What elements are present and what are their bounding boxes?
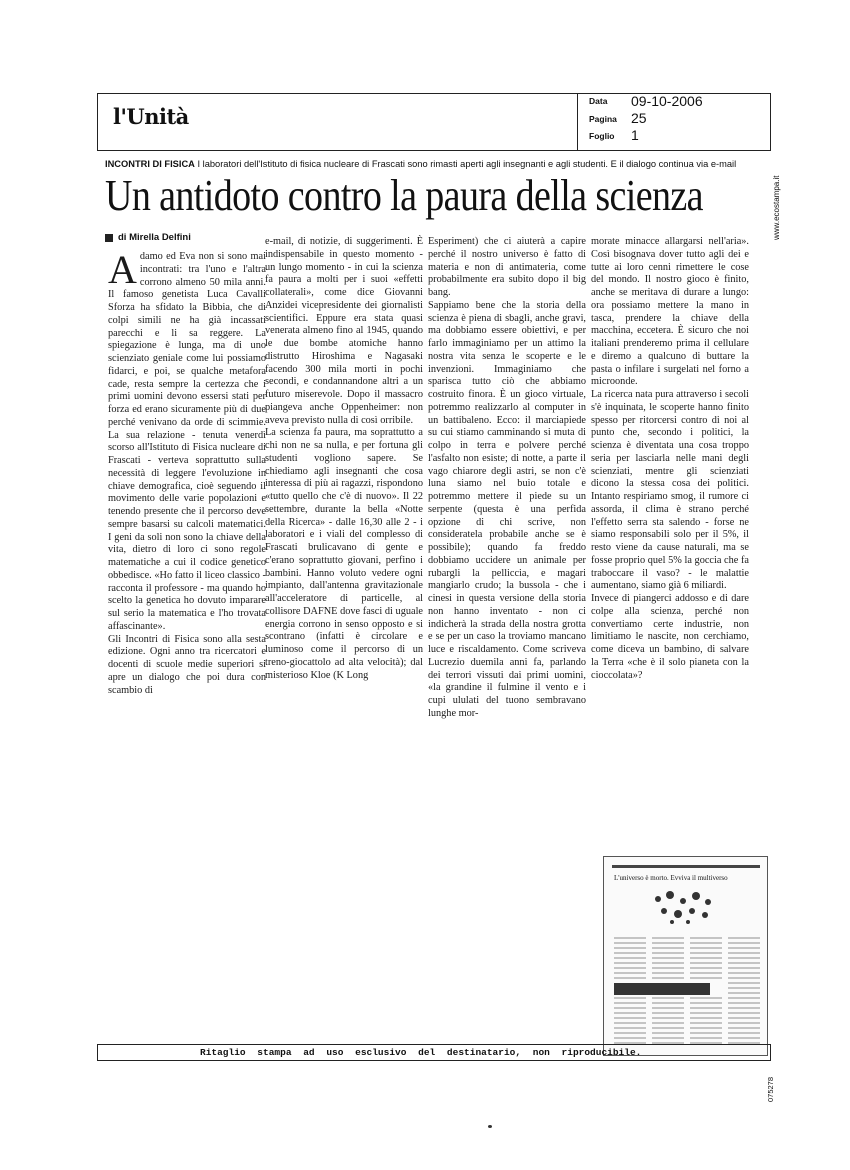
thumbnail-line (690, 947, 722, 949)
thumbnail-line (728, 972, 760, 974)
page-thumbnail (603, 856, 768, 1056)
thumbnail-line (728, 987, 760, 989)
thumbnail-line (690, 1007, 722, 1009)
paragraph: Invece di piangerci addosso e di dare colpe alla scienza, perché non convertiamo certe industrie, non limitiamo le nascite, non cerchiamo, come diceva un bambino, di salvare la Terra «che è il solo pianeta con la cioccolata»? (591, 593, 749, 681)
thumbnail-line (728, 1012, 760, 1014)
thumbnail-line (652, 947, 684, 949)
thumbnail-line (652, 1007, 684, 1009)
thumbnail-line (614, 977, 646, 979)
thumbnail-line (614, 1007, 646, 1009)
clipping-note: Ritaglio stampa ad uso esclusivo del destinatario, non riproducibile. (200, 1047, 642, 1058)
thumbnail-line (728, 1037, 760, 1039)
article-column-2 (265, 236, 423, 682)
kicker-strong: INCONTRI DI FISICA (105, 159, 195, 169)
thumbnail-headline-block (614, 983, 710, 995)
meta-value-page: 25 (631, 110, 647, 126)
article-column-4 (591, 236, 749, 682)
thumbnail-line (614, 942, 646, 944)
thumbnail-line (690, 952, 722, 954)
paragraph (108, 247, 266, 634)
thumbnail-line (652, 957, 684, 959)
thumbnail-line (614, 1002, 646, 1004)
thumbnail-line (728, 1022, 760, 1024)
thumbnail-line (652, 972, 684, 974)
thumbnail-line (690, 1017, 722, 1019)
thumbnail-line (690, 962, 722, 964)
thumbnail-line (652, 942, 684, 944)
paragraph: Sappiamo bene che la storia della scienza è piena di sbagli, anche gravi, ma dobbiamo essere obiettivi, e per farlo immaginiamo per un attimo la nostra vita senza le scoperte e le invenzioni. Immaginiamo che sparisca tutto ciò che abbiamo costruito finora. È un gioco virtuale, potremmo realizzarlo al computer in un battibaleno. Ecco: il marciapiede su cui stiamo camminando si muta di colpo in terra e polvere perché l'asfalto non esiste; di notte, a parte il vago chiarore degli astri, se non c'è luna siamo nel buio totale e potremmo mettere il piede su un serpente (questa è una perfida opzione di chi scrive, non consideratela probabile anche se è possibile); quando fa freddo dobbiamo uccidere un animale per rubargli la pelliccia, e magari mangiarlo crudo; la bussola - che i cinesi in questa versione della storia non hanno inventato - non ci indicherà la strada della nostra grotta e se per un caso la troviamo mancano luce e riscaldamento. Come scriveva Lucrezio duemila anni fa, parlando dei terrori vissuti dai primi uomini, «la grandine il fulmine il vento e i cupi ululati del tuono sembravano lunghe mor- (428, 299, 586, 719)
thumbnail-line (690, 972, 722, 974)
kicker (105, 159, 775, 169)
byline: di Mirella Delfini (118, 232, 191, 243)
thumbnail-line (614, 952, 646, 954)
thumbnail-line (652, 937, 684, 939)
thumbnail-line (614, 962, 646, 964)
thumbnail-line (652, 1037, 684, 1039)
meta-value-sheet: 1 (631, 127, 639, 143)
source-url: www.ecostampa.it (772, 175, 781, 240)
article-column-3 (428, 236, 586, 721)
thumbnail-line (728, 1027, 760, 1029)
thumbnail-line (728, 997, 760, 999)
thumbnail-line (690, 1022, 722, 1024)
thumbnail-header-bar (612, 865, 760, 868)
thumbnail-line (652, 1022, 684, 1024)
thumbnail-line (728, 1017, 760, 1019)
thumbnail-line (728, 1002, 760, 1004)
paragraph: La ricerca nata pura attraverso i secoli s'è inquinata, le scoperte hanno finito spesso per ritorcersi contro di noi al punto che, secondo i politici, la scienza è diventata una cosa troppo seria per lasciarla nelle mani degli scienziati, mentre gli scienziati dicono la stessa cosa dei politici. Intanto respiriamo smog, il rumore ci assorda, il clima è strano perché l'effetto serra sta salendo - forse ne siamo responsabili solo per il 5%, il resto viene da cause naturali, ma se fosse proprio quel 5% la goccia che fa traboccare il vaso? - le malattie aumentano, siamo già 6 miliardi. (591, 389, 749, 592)
thumbnail-line (728, 1007, 760, 1009)
paragraph: Gli Incontri di Fisica sono alla sesta edizione. Ogni anno tra ricercatori e docenti di scuole medie superiori si apre un dialogo che poi dura con scambio di (108, 633, 266, 696)
header-divider (577, 93, 578, 151)
thumbnail-illustration (648, 887, 720, 927)
thumbnail-line (728, 1032, 760, 1034)
thumbnail-line (728, 982, 760, 984)
thumbnail-line (690, 1002, 722, 1004)
thumbnail-line (614, 1022, 646, 1024)
thumbnail-line (614, 1017, 646, 1019)
thumbnail-line (652, 1027, 684, 1029)
meta-label-sheet: Foglio (589, 131, 615, 141)
drop-cap: A (108, 247, 137, 292)
thumbnail-line (652, 977, 684, 979)
meta-value-date: 09-10-2006 (631, 93, 703, 109)
thumbnail-line (690, 967, 722, 969)
document-code: 075278 (766, 1076, 775, 1102)
thumbnail-line (728, 967, 760, 969)
thumbnail-line (614, 967, 646, 969)
meta-label-page: Pagina (589, 114, 617, 124)
thumbnail-line (614, 997, 646, 999)
thumbnail-line (614, 1037, 646, 1039)
paragraph: morate minacce allargarsi nell'aria». Così bisognava dover tutto agli dei e tutte ai loro cenni rimettere le cose del mondo. Il nostro gioco è finito, anche se meritava di durare a lungo: ora possiamo mettere la mano in tasca, prendere la chiave della macchina, eccetera. È sicuro che noi italiani prenderemo prima il cellulare e diremo a qualcuno di buttare la pasta o infilare i surgelati nel forno a microonde. (591, 236, 749, 388)
thumbnail-line (728, 977, 760, 979)
thumbnail-line (614, 1032, 646, 1034)
thumbnail-line (728, 952, 760, 954)
thumbnail-title: L'universo è morto. Evviva il multiverso (614, 874, 728, 882)
paragraph: e-mail, di notizie, di suggerimenti. È indispensabile in questo momento - un lungo momento - in cui la scienza fa paura a molti per i suoi «effetti collaterali», come dice Giovanni Anzidei vicepresidente dei giornalisti scientifici. Eppure era stata quasi venerata almeno fino al 1945, quando le due bombe atomiche hanno distrutto Hiroshima e Nagasaki facendo 300 mila morti in pochi secondi, e condannandone altri a un futuro miserevole. Dopo il massacro piangeva anche Oppenheimer: non aveva previsto nulla di così orribile. (265, 236, 423, 426)
thumbnail-line (690, 1037, 722, 1039)
kicker-text: I laboratori dell'Istituto di fisica nucleare di Frascati sono rimasti aperti agli insegnanti e agli studenti. E il dialogo continua via e-mail (194, 159, 737, 169)
thumbnail-line (652, 952, 684, 954)
thumbnail-line (728, 957, 760, 959)
thumbnail-line (614, 1027, 646, 1029)
meta-label-date: Data (589, 96, 608, 106)
thumbnail-line (652, 1032, 684, 1034)
article-column-1 (108, 247, 266, 697)
thumbnail-line (690, 957, 722, 959)
thumbnail-line (614, 972, 646, 974)
thumbnail-line (690, 937, 722, 939)
thumbnail-line (652, 967, 684, 969)
headline: Un antidoto contro la paura della scienza (105, 171, 703, 221)
paragraph: La scienza fa paura, ma soprattutto a chi non ne sa nulla, e per fortuna gli studenti vogliono sapere. Se chiediamo agli insegnanti che cosa interessa di più ai ragazzi, rispondono «tutto quello che c'è di nuovo». Il 22 settembre, durante la bella «Notte della Ricerca» - dalle 16,30 alle 2 - i laboratori e i viali del complesso di Frascati brulicavano di gente e c'erano soprattutto giovani, perfino i bambini. Hanno voluto vedere ogni impianto, dall'antenna gravitazionale all'acceleratore di particelle, al collisore DAFNE dove fasci di uguale energia corrono in senso opposto e si scontrano (infatti è circolare e luminoso come il percorso di un treno-giocattolo ad alta velocità); dal misterioso Kloe (K Long (265, 427, 423, 681)
paragraph-text: damo ed Eva non si sono mai incontrati: tra l'uno e l'altra corrono almeno 50 mila anni. Il famoso genetista Luca Cavalli Sforza ha sfidato la Bibbia, che di colpi simili ne ha già incassati parecchi e li sa reggere. La spiegazione è lunga, ma di uno scienziato geniale come lui possiamo fidarci, e poi, se qualche metafora cade, resta sempre la certezza che i primi uomini devono essersi stati per forza ed erano sicuramente più di due perché venivano da orde di scimmie. La sua relazione - tenuta venerdì scorso all'Istituto di Fisica nucleare di Frascati - verteva soprattutto sulla necessità di leggere l'evoluzione in chiave demografica, cioè seguendo il movimento delle varie popolazioni e tenendo presente che il percorso deve sempre basarsi su calcoli matematici. I geni da soli non sono la chiave della vita, dietro di loro ci sono regole matematiche a cui il codice genetico obbedisce. «Ho fatto il liceo classico - racconta il professore - ma quando ho scelto la genetica ho dovuto imparare sul serio la matematica e l'ho trovata affascinante». (108, 251, 266, 632)
thumbnail-line (652, 1017, 684, 1019)
thumbnail-line (728, 942, 760, 944)
thumbnail-line (614, 1012, 646, 1014)
thumbnail-line (614, 947, 646, 949)
thumbnail-line (728, 947, 760, 949)
thumbnail-line (690, 1012, 722, 1014)
byline-marker (105, 234, 113, 242)
thumbnail-line (690, 942, 722, 944)
thumbnail-line (690, 997, 722, 999)
masthead: l'Unità (113, 104, 189, 129)
thumbnail-line (614, 937, 646, 939)
thumbnail-line (690, 977, 722, 979)
thumbnail-line (728, 962, 760, 964)
thumbnail-line (652, 1012, 684, 1014)
scan-speck (488, 1125, 492, 1128)
thumbnail-line (728, 937, 760, 939)
thumbnail-line (690, 1027, 722, 1029)
thumbnail-line (614, 957, 646, 959)
thumbnail-line (652, 997, 684, 999)
thumbnail-line (652, 962, 684, 964)
thumbnail-line (690, 1032, 722, 1034)
paragraph: Esperiment) che ci aiuterà a capire perché il nostro universo è fatto di materia e non di antimateria, come probabilmente era subito dopo il big bang. (428, 236, 586, 298)
thumbnail-line (652, 1002, 684, 1004)
thumbnail-line (728, 992, 760, 994)
